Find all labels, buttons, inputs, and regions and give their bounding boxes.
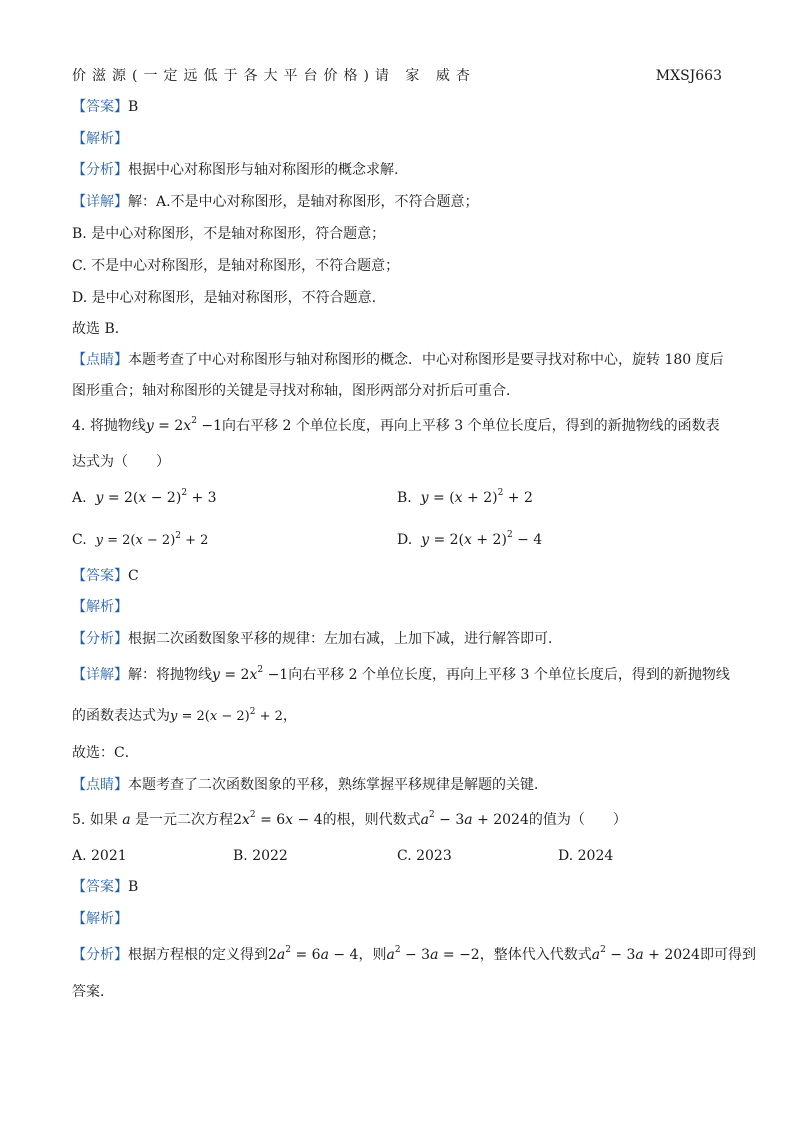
formula: $a^2 - 3a + 2024$ xyxy=(420,810,529,828)
q3-choose: 故选 B． xyxy=(72,321,129,337)
header-left: 价滋源(一定远低于各大平台价格)请 家 威杏 xyxy=(72,68,476,84)
formula: $2a^2 = 6a - 4$ xyxy=(268,945,359,963)
page-header xyxy=(72,66,722,86)
q4-choose: 故选：C． xyxy=(72,745,139,761)
q3-fenxi: 【分析】根据中心对称图形与轴对称图形的概念求解. xyxy=(72,162,399,178)
q4-stem-2: 达式为（ ） xyxy=(72,454,170,470)
q5-option-a: A. 2021 xyxy=(72,848,127,864)
answer-tag: 【答案】 xyxy=(72,99,128,115)
q4-option-c: C. $y = 2(x - 2)^2 + 2$ xyxy=(72,530,209,548)
header-code: MXSJ663 xyxy=(655,68,722,84)
q5-fenxi: 【分析】根据方程根的定义得到$2a^2 = 6a - 4$，则$a^2 - 3a = -2$，整体代入代数式$a^2 - 3a + 2024$即可得到 xyxy=(72,945,756,963)
q5-stem: 5. 如果 a 是一元二次方程$2x^2 = 6x - 4$的根，则代数式$a^2 - 3a + 2024$的值为（ ） xyxy=(72,810,627,828)
q4-xiangjie-2: 的函数表达式为$y = 2(x - 2)^2 + 2$， xyxy=(72,706,297,724)
q3-analysis-tag: 【解析】 xyxy=(72,131,128,147)
q4-answer: 【答案】C xyxy=(72,568,139,584)
q4-analysis-tag: 【解析】 xyxy=(72,599,128,615)
q5-fenxi-2: 答案． xyxy=(72,984,114,1000)
q4-fenxi: 【分析】根据二次函数图象平移的规律：左加右减，上加下减，进行解答即可． xyxy=(72,631,562,647)
q5-analysis-tag: 【解析】 xyxy=(72,911,128,927)
answer-value: B xyxy=(128,99,139,115)
formula: $y = (x + 2)^2 + 2$ xyxy=(420,488,533,506)
q4-option-a: A. $y = 2(x - 2)^2 + 3$ xyxy=(72,488,217,506)
formula: $2x^2 = 6x - 4$ xyxy=(233,810,323,828)
q5-option-d: D. 2024 xyxy=(558,848,614,864)
formula: $a^2 - 3a = -2$ xyxy=(386,945,480,963)
q3-dianjing-2: 图形重合；轴对称图形的关键是寻找对称轴，图形两部分对折后可重合． xyxy=(72,383,520,399)
formula: a xyxy=(117,812,136,828)
q4-option-d: D. $y = 2(x + 2)^2 - 4$ xyxy=(397,530,543,548)
q4-xiangjie: 【详解】解：将抛物线$y = 2x^2 -1$向右平移 2 个单位长度，再向上平移 3 个单位长度后，得到的新抛物线 xyxy=(72,665,730,683)
formula: $y = 2x^2 -1$ xyxy=(212,665,289,683)
formula: $y = 2(x + 2)^2 - 4$ xyxy=(421,530,543,548)
formula: $y = 2(x - 2)^2 + 2$ xyxy=(95,530,209,548)
formula: $y = 2(x - 2)^2 + 2$ xyxy=(170,706,283,724)
formula: $y = 2(x - 2)^2 + 3$ xyxy=(95,488,217,506)
q3-dianjing-1: 【点睛】本题考查了中心对称图形与轴对称图形的概念．中心对称图形是要寻找对称中心，旋转 180 度后 xyxy=(72,352,724,368)
q3-line-b: B. 是中心对称图形，不是轴对称图形，符合题意； xyxy=(72,226,386,242)
q3-answer xyxy=(72,97,722,117)
formula: $a^2 - 3a + 2024$ xyxy=(591,945,700,963)
q4-stem-1: 4. 将抛物线$y = 2x^2 -1$向右平移 2 个单位长度，再向上平移 3 个单位长度后，得到的新抛物线的函数表 xyxy=(72,416,720,434)
q5-option-b: B. 2022 xyxy=(233,848,288,864)
formula: $y = 2x^2 -1$ xyxy=(145,416,223,434)
q4-dianjing: 【点睛】本题考查了二次函数图象的平移，熟练掌握平移规律是解题的关键． xyxy=(72,777,548,793)
q5-option-c: C. 2023 xyxy=(397,848,452,864)
q3-xiangjie: 【详解】解：A.不是中心对称图形，是轴对称图形，不符合题意； xyxy=(72,194,479,210)
q3-line-d: D. 是中心对称图形，是轴对称图形，不符合题意. xyxy=(72,290,377,306)
q3-line-c: C. 不是中心对称图形，是轴对称图形，不符合题意； xyxy=(72,258,400,274)
q4-option-b: B. $y = (x + 2)^2 + 2$ xyxy=(397,488,533,506)
q5-answer: 【答案】B xyxy=(72,879,139,895)
